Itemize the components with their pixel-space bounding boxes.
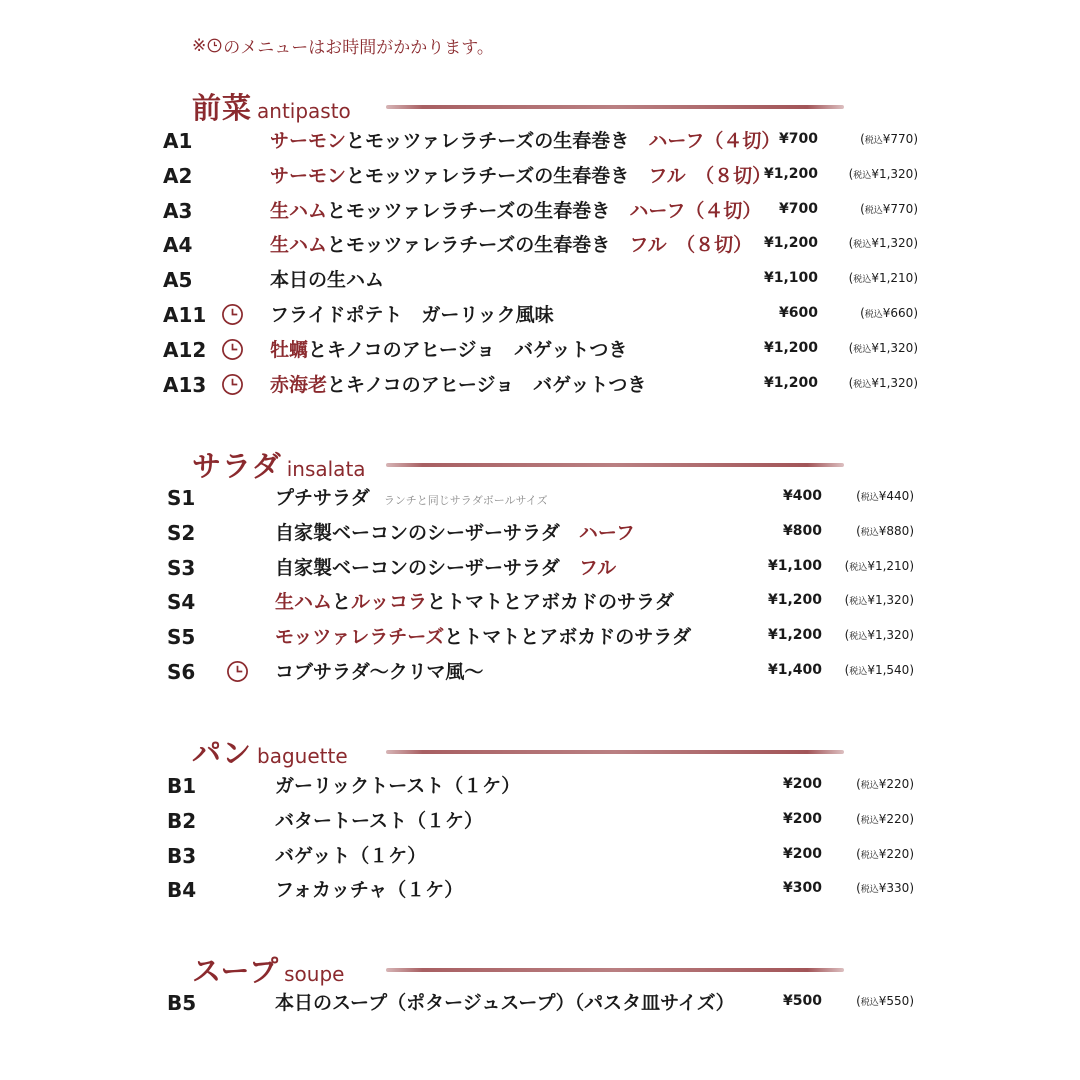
item-price: ¥300: [783, 880, 822, 897]
menu-item: [0, 124, 1080, 158]
tax-label: 税込: [860, 998, 879, 1008]
item-name: [270, 159, 771, 193]
tax-value: ¥220: [878, 846, 910, 861]
tax-close: ): [913, 132, 918, 146]
tax-open: (: [856, 846, 861, 861]
section-title: [192, 949, 344, 990]
item-size-tag: フル （８切）: [648, 164, 772, 187]
item-price: ¥700: [779, 200, 818, 217]
clock-icon: [207, 38, 222, 53]
item-name: [275, 839, 426, 873]
note-text: のメニューはお時間がかかります。: [223, 38, 494, 58]
item-price: ¥600: [779, 305, 818, 321]
section-divider: [386, 463, 844, 467]
tax-open: (: [860, 306, 865, 320]
menu-item: [0, 263, 1080, 297]
tax-close: ): [913, 236, 918, 251]
tax-label: 税込: [849, 632, 868, 643]
tax-close: ): [909, 663, 914, 677]
tax-value: ¥1,210: [871, 271, 914, 286]
menu-item: [0, 333, 1080, 367]
menu-item: [0, 551, 1080, 585]
item-price-tax-included: [798, 228, 918, 260]
section-title-en: insalata: [286, 457, 366, 481]
tax-value: ¥1,320: [871, 375, 914, 390]
tax-label: 税込: [860, 815, 879, 826]
menu-item: [0, 228, 1080, 262]
item-name-text: とトマトとアボカドのサラダ: [444, 626, 692, 649]
tax-close: ): [909, 846, 914, 861]
item-name: [270, 298, 554, 332]
item-name-highlight: 牡蠣: [270, 338, 309, 361]
item-price: ¥1,200: [763, 339, 818, 356]
item-price: ¥400: [783, 488, 822, 504]
clock-icon: [226, 660, 249, 683]
tax-value: ¥1,320: [871, 236, 914, 251]
tax-open: (: [856, 489, 861, 503]
section-title: [192, 444, 366, 485]
item-code: B2: [167, 808, 197, 833]
tax-label: 税込: [864, 136, 883, 146]
item-name-text: フォカッチャ（１ケ）: [275, 879, 464, 902]
tax-value: ¥330: [878, 881, 910, 896]
item-price: ¥1,200: [767, 627, 822, 644]
tax-open: (: [844, 558, 850, 573]
menu-item: [0, 585, 1080, 619]
item-code: S5: [167, 625, 196, 650]
item-code: A4: [163, 233, 193, 258]
section-title-en: baguette: [257, 744, 348, 768]
item-code: B3: [167, 843, 197, 868]
tax-close: ): [909, 593, 914, 608]
tax-close: ): [909, 628, 914, 643]
item-name-text: とトマトとアボカドのサラダ: [427, 591, 674, 614]
tax-label: 税込: [849, 562, 868, 573]
tax-open: (: [848, 375, 854, 390]
item-price-tax-included: [794, 516, 914, 548]
tax-value: ¥770: [882, 132, 914, 146]
section-title-jp: 前菜: [192, 91, 253, 125]
item-name-text: バゲット（１ケ）: [275, 844, 427, 867]
tax-close: ): [909, 811, 914, 826]
item-code: A1: [163, 129, 193, 153]
item-price: ¥500: [783, 993, 822, 1009]
item-name-text: と: [332, 591, 352, 614]
item-name-text: とモッツァレラチーズの生春巻き: [327, 234, 611, 257]
item-name: [275, 585, 674, 619]
item-price: ¥1,200: [763, 165, 818, 182]
tax-value: ¥440: [878, 489, 910, 503]
tax-open: (: [844, 663, 850, 677]
item-code: B1: [167, 774, 197, 798]
clock-icon: [221, 303, 244, 326]
item-size-tag: ハーフ（４切）: [629, 199, 762, 222]
section-divider: [386, 968, 844, 972]
section-title-en: antipasto: [257, 99, 351, 123]
tax-value: ¥1,540: [867, 663, 910, 677]
item-size-tag: ハーフ: [578, 521, 635, 544]
section-title-jp: パン: [192, 736, 253, 770]
item-price: ¥1,200: [763, 235, 818, 252]
tax-open: (: [856, 994, 861, 1008]
tax-close: ): [913, 340, 918, 355]
tax-value: ¥550: [878, 994, 910, 1008]
item-price: ¥200: [783, 810, 822, 827]
tax-close: ): [913, 201, 918, 216]
item-price-tax-included: [794, 551, 914, 583]
item-code: S3: [167, 555, 196, 580]
item-name-highlight: 赤海老: [270, 373, 328, 396]
clock-icon: [221, 373, 244, 396]
tax-value: ¥1,320: [867, 628, 910, 643]
item-name-text: とモッツァレラチーズの生春巻き: [346, 130, 630, 152]
item-name: [270, 228, 752, 262]
item-code: A11: [163, 303, 207, 327]
menu-item: [0, 159, 1080, 193]
tax-open: (: [848, 271, 854, 286]
item-name-text: とモッツァレラチーズの生春巻き: [346, 164, 630, 187]
tax-value: ¥880: [878, 523, 910, 538]
item-name-text: プチサラダ: [275, 487, 370, 509]
menu-item: [0, 873, 1080, 907]
tax-close: ): [909, 523, 914, 538]
item-price-tax-included: [794, 986, 914, 1018]
tax-label: 税込: [853, 240, 872, 251]
section-title-en: soupe: [284, 962, 345, 986]
item-price: ¥1,100: [767, 557, 822, 574]
item-size-tag: ハーフ（４切）: [648, 130, 781, 152]
tax-close: ): [909, 881, 914, 896]
item-code: S1: [167, 486, 196, 510]
tax-close: ): [913, 306, 918, 320]
item-price-tax-included: [794, 481, 914, 513]
tax-value: ¥770: [882, 201, 914, 216]
item-price-tax-included: [794, 839, 914, 871]
item-price-tax-included: [794, 769, 914, 801]
menu-item: [0, 298, 1080, 332]
item-name: [270, 368, 646, 402]
item-name: [275, 986, 735, 1020]
item-price-tax-included: [798, 298, 918, 330]
item-name: [275, 804, 483, 838]
item-name-text: とキノコのアヒージョ バゲットつき: [308, 338, 628, 361]
item-price: ¥200: [783, 845, 822, 862]
item-name: [275, 873, 463, 907]
menu-item: [0, 655, 1080, 689]
item-name-text: バタートースト（１ケ）: [275, 809, 484, 832]
item-price: ¥1,100: [763, 270, 818, 287]
item-price: ¥1,200: [763, 374, 818, 391]
item-name-highlight: 生ハム: [270, 199, 328, 222]
item-name-highlight: ルッコラ: [351, 591, 428, 614]
item-code: A12: [163, 337, 207, 362]
item-code: A5: [163, 268, 193, 293]
tax-open: (: [848, 340, 854, 355]
item-size-tag: フル: [578, 556, 617, 579]
item-name-text: 本日の生ハム: [270, 269, 385, 292]
tax-label: 税込: [849, 667, 868, 677]
tax-close: ): [909, 558, 914, 573]
tax-label: 税込: [860, 493, 879, 503]
item-price-tax-included: [794, 873, 914, 905]
tax-close: ): [913, 271, 918, 286]
item-name-highlight: 生ハム: [270, 234, 328, 257]
item-price-tax-included: [798, 124, 918, 156]
menu-item: [0, 986, 1080, 1020]
item-price-tax-included: [794, 804, 914, 836]
item-code: B4: [167, 878, 197, 903]
item-name: [275, 481, 548, 518]
tax-close: ): [909, 994, 914, 1008]
tax-label: 税込: [864, 205, 883, 216]
tax-open: (: [860, 132, 865, 146]
section-title-jp: サラダ: [192, 449, 282, 483]
tax-label: 税込: [860, 781, 879, 791]
section-divider: [386, 750, 844, 754]
tax-label: 税込: [853, 170, 872, 181]
tax-label: 税込: [853, 344, 872, 355]
tax-label: 税込: [853, 275, 872, 286]
tax-close: ): [913, 166, 918, 181]
tax-value: ¥1,320: [867, 593, 910, 608]
menu-item: [0, 839, 1080, 873]
tax-open: (: [856, 881, 861, 896]
item-name-text: ガーリックトースト（１ケ）: [275, 775, 521, 797]
tax-value: ¥1,320: [871, 166, 914, 181]
item-name-highlight: サーモン: [270, 164, 347, 187]
item-name: [270, 124, 780, 158]
item-price-tax-included: [798, 333, 918, 365]
section-title: [192, 86, 351, 127]
tax-close: ): [909, 489, 914, 503]
tax-label: 税込: [864, 310, 883, 320]
item-price: ¥1,200: [767, 592, 822, 609]
item-price-tax-included: [794, 655, 914, 687]
item-price-tax-included: [798, 194, 918, 226]
item-code: A2: [163, 163, 193, 188]
item-name-highlight: 生ハム: [275, 591, 333, 614]
item-code: A3: [163, 198, 193, 223]
section-title: [192, 731, 348, 772]
tax-label: 税込: [860, 850, 879, 861]
item-subnote: ランチと同じサラダボールサイズ: [383, 494, 548, 507]
item-code: S2: [167, 520, 196, 545]
item-name: [275, 655, 483, 689]
item-price-tax-included: [798, 263, 918, 295]
item-size-tag: フル （８切）: [629, 234, 753, 257]
item-name-text: 自家製ベーコンのシーザーサラダ: [275, 556, 560, 579]
item-name: [275, 551, 616, 585]
tax-open: (: [860, 201, 865, 216]
item-name-text: 自家製ベーコンのシーザーサラダ: [275, 521, 560, 544]
item-name: [275, 516, 635, 550]
item-name-highlight: モッツァレラチーズ: [275, 626, 445, 649]
tax-value: ¥1,320: [871, 340, 914, 355]
item-code: S6: [167, 660, 196, 684]
item-name-text: フライドポテト ガーリック風味: [270, 304, 554, 326]
section-divider: [386, 105, 844, 109]
item-name-text: 本日のスープ（ポタージュスープ）（パスタ皿サイズ）: [275, 992, 735, 1014]
section-title-jp: スープ: [192, 954, 280, 988]
item-name: [270, 263, 384, 297]
menu-note: [192, 33, 494, 58]
menu-item: [0, 368, 1080, 402]
tax-label: 税込: [853, 379, 872, 390]
item-name-highlight: サーモン: [270, 130, 347, 152]
tax-value: ¥220: [878, 811, 910, 826]
item-price-tax-included: [794, 585, 914, 617]
item-name: [270, 333, 627, 367]
item-name-text: とモッツァレラチーズの生春巻き: [327, 199, 611, 222]
item-code: A13: [163, 372, 207, 397]
item-price: ¥200: [783, 776, 822, 792]
item-name-text: コブサラダ〜クリマ風〜: [275, 661, 484, 683]
tax-label: 税込: [860, 885, 879, 896]
tax-value: ¥660: [882, 306, 914, 320]
tax-open: (: [856, 811, 861, 826]
item-price-tax-included: [794, 620, 914, 652]
tax-open: (: [848, 166, 854, 181]
clock-icon: [221, 338, 244, 361]
tax-open: (: [844, 628, 850, 643]
item-price: ¥800: [783, 522, 822, 539]
tax-open: (: [844, 593, 850, 608]
item-name: [275, 620, 691, 654]
tax-value: ¥1,210: [867, 558, 910, 573]
tax-close: ): [913, 375, 918, 390]
item-code: S4: [167, 590, 196, 615]
menu-item: [0, 620, 1080, 654]
tax-open: (: [848, 236, 854, 251]
menu-item: [0, 194, 1080, 228]
menu-item: [0, 804, 1080, 838]
tax-open: (: [856, 777, 861, 791]
item-price-tax-included: [798, 368, 918, 400]
item-name: [270, 194, 761, 228]
menu-item: [0, 481, 1080, 515]
item-price: ¥1,400: [767, 662, 822, 678]
item-price: ¥700: [779, 131, 818, 147]
item-code: B5: [167, 991, 197, 1015]
menu-item: [0, 769, 1080, 803]
tax-label: 税込: [849, 597, 868, 608]
item-name-text: とキノコのアヒージョ バゲットつき: [327, 373, 647, 396]
menu-item: [0, 516, 1080, 550]
tax-value: ¥220: [878, 777, 910, 791]
tax-label: 税込: [860, 527, 879, 538]
tax-open: (: [856, 523, 861, 538]
tax-close: ): [909, 777, 914, 791]
item-name: [275, 769, 520, 803]
note-prefix: ※: [192, 35, 207, 56]
item-price-tax-included: [798, 159, 918, 191]
